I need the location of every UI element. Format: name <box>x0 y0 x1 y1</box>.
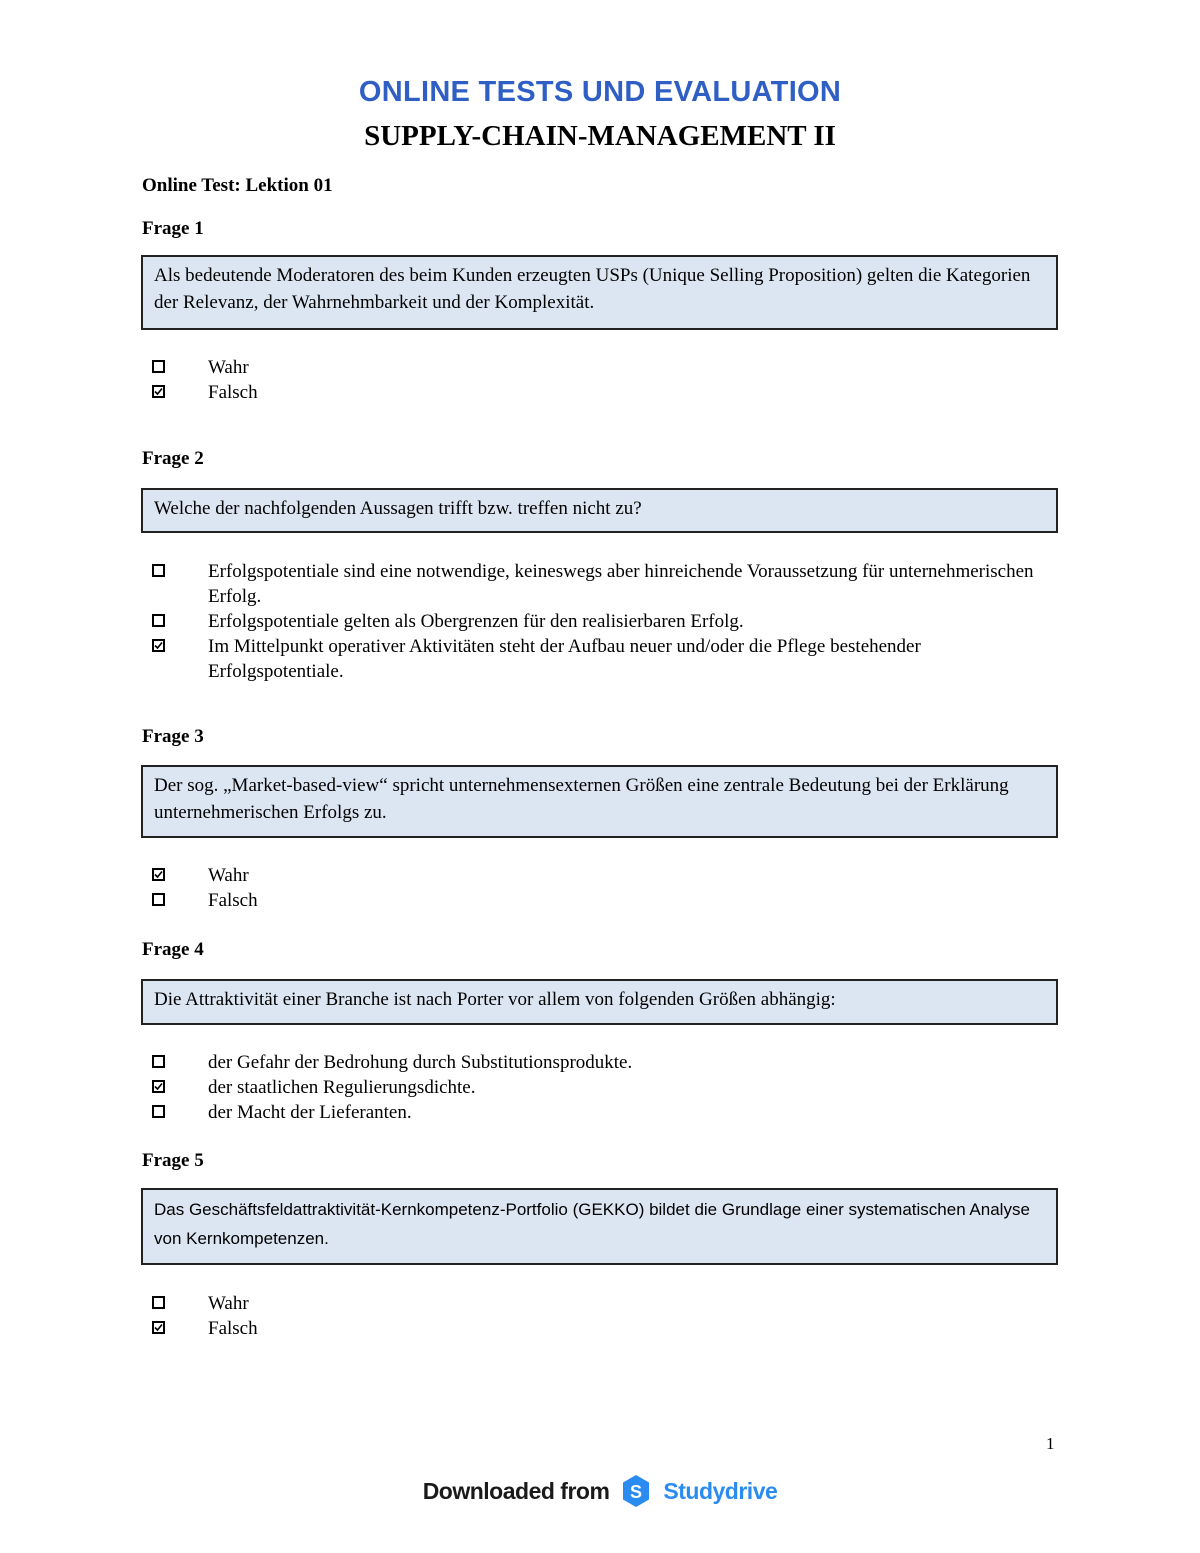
question-3-options <box>152 863 1052 913</box>
option[interactable] <box>152 1100 1052 1125</box>
option[interactable] <box>152 355 1052 380</box>
course-title: SUPPLY-CHAIN-MANAGEMENT II <box>364 120 836 152</box>
checkbox-unchecked-icon[interactable] <box>152 893 165 906</box>
checkbox-unchecked-icon[interactable] <box>152 360 165 373</box>
checkbox-unchecked-icon[interactable] <box>152 564 165 577</box>
option-label: der Macht der Lieferanten. <box>208 1102 412 1123</box>
checkbox-checked-icon[interactable] <box>152 868 165 881</box>
downloaded-from-text: Downloaded from <box>422 1477 610 1504</box>
logo-letter: S <box>630 1482 643 1502</box>
checkbox-unchecked-icon[interactable] <box>152 1105 165 1118</box>
option[interactable] <box>152 380 1052 405</box>
question-2-options <box>152 559 1052 684</box>
question-5-text: Das Geschäftsfeldattraktivität-Kernkompetenz-Portfolio (GEKKO) bildet die Grundlage einer systematischen Analyse von Kernkompetenzen. <box>141 1188 1058 1265</box>
question-1-options <box>152 355 1052 405</box>
studydrive-brand-text: Studydrive <box>663 1477 778 1504</box>
question-4-label: Frage 4 <box>142 939 204 960</box>
option[interactable] <box>152 1050 1052 1075</box>
checkbox-unchecked-icon[interactable] <box>152 1296 165 1309</box>
option[interactable] <box>152 1291 1052 1316</box>
checkbox-unchecked-icon[interactable] <box>152 614 165 627</box>
test-label: Online Test: Lektion 01 <box>142 175 333 196</box>
option-label: Falsch <box>208 382 258 403</box>
option-label: Falsch <box>208 890 258 911</box>
option[interactable] <box>152 1075 1052 1100</box>
studydrive-logo-icon <box>621 1474 651 1508</box>
question-5-label: Frage 5 <box>142 1150 204 1171</box>
option-label: der Gefahr der Bedrohung durch Substitutionsprodukte. <box>208 1052 633 1073</box>
checkbox-checked-icon[interactable] <box>152 639 165 652</box>
option-label: Wahr <box>208 865 249 886</box>
document-title: ONLINE TESTS UND EVALUATION <box>358 76 842 108</box>
question-3-label: Frage 3 <box>142 726 204 747</box>
checkbox-checked-icon[interactable] <box>152 385 165 398</box>
option-label: Erfolgspotentiale gelten als Obergrenzen für den realisierbaren Erfolg. <box>208 611 744 632</box>
option-label: Im Mittelpunkt operativer Aktivitäten steht der Aufbau neuer und/oder die Pflege bestehender Erfolgspotentiale. <box>208 636 921 682</box>
option[interactable] <box>152 609 1052 634</box>
download-footer <box>0 1474 1200 1508</box>
question-1-text: Als bedeutende Moderatoren des beim Kunden erzeugten USPs (Unique Selling Proposition) gelten die Kategorien der Relevanz, der Wahrnehmbarkeit und der Komplexität. <box>141 255 1058 330</box>
option[interactable] <box>152 559 1052 609</box>
checkbox-unchecked-icon[interactable] <box>152 1055 165 1068</box>
question-2-label: Frage 2 <box>142 448 204 469</box>
page-number: 1 <box>1046 1434 1055 1453</box>
option-label: Falsch <box>208 1318 258 1339</box>
question-5-options <box>152 1291 1052 1341</box>
option[interactable] <box>152 888 1052 913</box>
checkbox-checked-icon[interactable] <box>152 1080 165 1093</box>
question-1-label: Frage 1 <box>142 218 204 239</box>
option[interactable] <box>152 1316 1052 1341</box>
option-label: Wahr <box>208 357 249 378</box>
question-4-options <box>152 1050 1052 1125</box>
question-3-text: Der sog. „Market-based-view“ spricht unternehmensexternen Größen eine zentrale Bedeutung bei der Erklärung unternehmerischen Erfolgs zu. <box>141 765 1058 838</box>
option-label: der staatlichen Regulierungsdichte. <box>208 1077 476 1098</box>
option-label: Wahr <box>208 1293 249 1314</box>
option[interactable] <box>152 634 1052 684</box>
question-4-text: Die Attraktivität einer Branche ist nach Porter vor allem von folgenden Größen abhängig: <box>141 979 1058 1025</box>
checkbox-checked-icon[interactable] <box>152 1321 165 1334</box>
question-2-text: Welche der nachfolgenden Aussagen trifft bzw. treffen nicht zu? <box>141 488 1058 533</box>
option-label: Erfolgspotentiale sind eine notwendige, keineswegs aber hinreichende Voraussetzung für unternehmerischen Erfolg. <box>208 561 1034 607</box>
option[interactable] <box>152 863 1052 888</box>
